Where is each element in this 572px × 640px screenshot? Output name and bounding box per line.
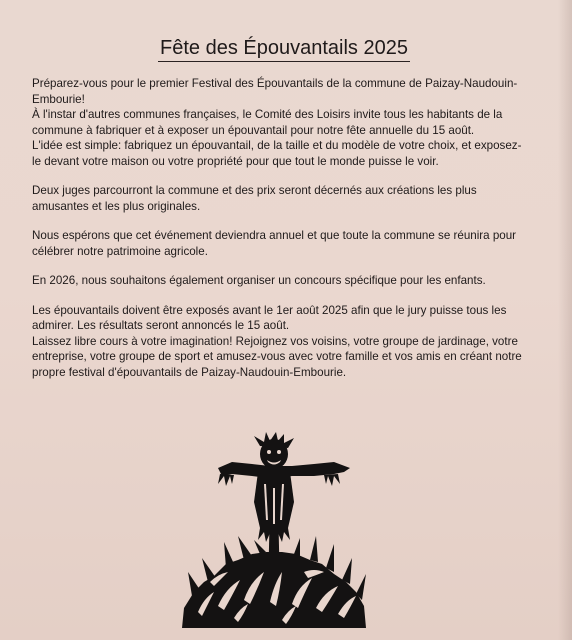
page-title-text: Fête des Épouvantails 2025 (158, 36, 410, 62)
paragraph-idea: L'idée est simple: fabriquez un épouvantail, de la taille et du modèle de votre choix, et exposez-le devant votre maison ou votre propriété pour que tout le monde puisse le voir. (32, 139, 522, 168)
paragraph-invitation: À l'instar d'autres communes françaises, le Comité des Loisirs invite tous les habitants de la commune à fabriquer et à exposer un épouvantail pour notre fête annuelle du 15 août. (32, 108, 503, 137)
paragraph-judges: Deux juges parcourront la commune et des prix seront décernés aux créations les plus amusantes et les plus originales. (32, 184, 477, 213)
paragraph-children: En 2026, nous souhaitons également organiser un concours spécifique pour les enfants. (32, 274, 486, 287)
page-edge-shadow (558, 0, 572, 640)
poster-content (24, 30, 544, 394)
scarecrow-icon (174, 432, 374, 628)
paragraph-hope: Nous espérons que cet événement deviendra annuel et que toute la commune se réunira pour célébrer notre patrimoine agricole. (32, 229, 517, 258)
paragraph-deadline: Les épouvantails doivent être exposés avant le 1er août 2025 afin que le jury puisse tous les admirer. Les résultats seront annoncés le 15 août. (32, 303, 507, 332)
paragraph-intro: Préparez-vous pour le premier Festival des Épouvantails de la commune de Paizay-Naudouin-Embourie! (32, 77, 518, 106)
page-title (24, 36, 544, 62)
paragraph-imagination: Laissez libre cours à votre imagination! Rejoignez vos voisins, votre groupe de jardinage, votre entreprise, votre groupe de sport et amusez-vous avec votre famille et vos amis en créant notre propre festival d'épouvantails de Paizay-Naudouin-Embourie. (32, 334, 522, 379)
